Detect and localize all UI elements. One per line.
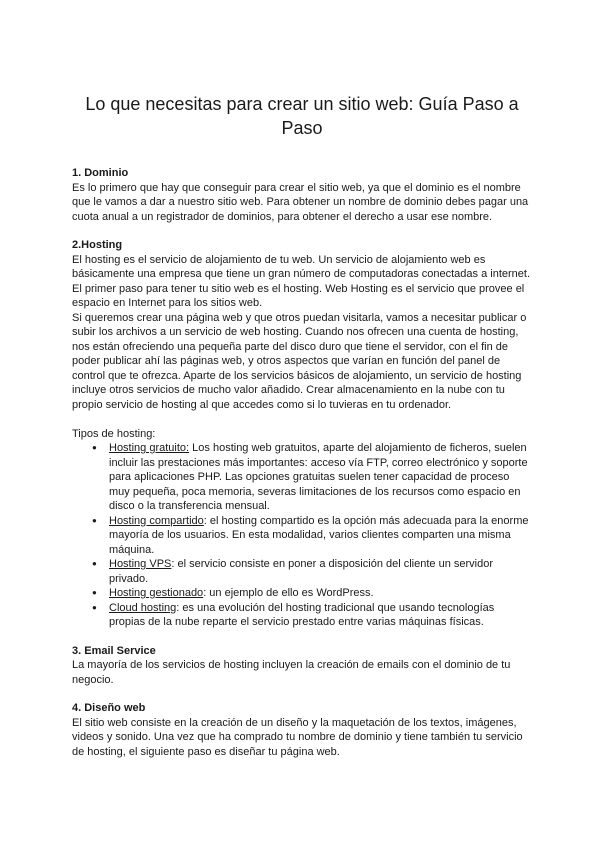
hosting-paragraph-2: Si queremos crear una página web y que otros puedan visitarla, vamos a necesitar publicar o subir los archivos a un servicio de web hosting. Cuando nos ofrecen una cuenta de hosting, nos están ofreciendo una pequeña parte del disco duro que tiene el servidor, con el fin de poder publicar ahí las páginas web, y otros aspectos que varían en función del panel de control que te ofrezca. Aparte de los servicios básicos de alojamiento, un servicio de hosting incluye otros servicios de mucho valor añadido. Crear almacenamiento en la nube con tu propio servicio de hosting al que accedes como si lo tuvieras en tu ordenador. [72, 311, 527, 411]
hosting-type-desc: : un ejemplo de ello es WordPress. [203, 587, 374, 599]
hosting-type-desc: : el hosting compartido es la opción más adecuada para la enorme mayoría de los usuarios. En esta modalidad, varios clientes comparten una misma máquina. [109, 514, 529, 556]
section-heading-domain: 1. Dominio [72, 167, 129, 179]
section-body-design: El sitio web consiste en la creación de un diseño y la maquetación de los textos, imágenes, videos y sonido. Una vez que ha comprado tu nombre de dominio y tiene también tu servicio de hosting, el siguiente paso es diseñar tu página web. [72, 716, 523, 758]
list-item [109, 601, 532, 630]
hosting-types-list [72, 441, 532, 630]
section-body-domain: Es lo primero que hay que conseguir para crear el sitio web, ya que el dominio es el nombre que le vamos a dar a nuestro sitio web. Para obtener un nombre de dominio debes pagar una cuota anual a un registrador de dominios, para obtener el derecho a usar ese nombre. [72, 181, 529, 223]
hosting-type-term: Cloud hosting [109, 601, 177, 614]
section-design [72, 701, 532, 759]
hosting-type-term: Hosting VPS [109, 558, 172, 570]
document-title: Lo que necesitas para crear un sitio web: Guía Paso a Paso [85, 94, 519, 138]
hosting-paragraph-1: El hosting es el servicio de alojamiento de tu web. Un servicio de alojamiento web es básicamente una empresa que tiene un gran número de computadoras conectadas a internet. El primer paso para tener tu sitio web es el hosting. Web Hosting es el servicio que provee el espacio en Internet para los sitios web. [72, 253, 531, 309]
section-email [72, 644, 532, 688]
hosting-type-term: Hosting compartido [109, 514, 204, 527]
hosting-type-term: Hosting gratuito: [109, 442, 190, 454]
section-hosting [72, 238, 532, 630]
section-domain [72, 166, 532, 224]
list-item [109, 514, 532, 558]
section-heading-email: 3. Email Service [72, 644, 156, 657]
list-item [109, 441, 532, 514]
hosting-type-desc: : el servicio consiste en poner a disposición del cliente un servidor privado. [109, 558, 493, 585]
list-item [109, 586, 532, 601]
section-body-email: La mayoría de los servicios de hosting incluyen la creación de emails con el dominio de tu negocio. [72, 659, 511, 686]
section-heading-hosting: 2.Hosting [72, 239, 123, 251]
hosting-type-term: Hosting gestionado [109, 587, 204, 599]
document-page [72, 92, 532, 773]
hosting-type-desc: : es una evolución del hosting tradicional que usando tecnologías propias de la nube reparte el servicio prestado entre varias máquinas físicas. [109, 601, 495, 628]
hosting-type-desc: Los hosting web gratuitos, aparte del alojamiento de ficheros, suelen incluir las prestaciones más importantes: acceso vía FTP, correo electrónico y soporte para aplicaciones PHP. Las opciones gratuitas suelen tener capacidad de proceso muy pequeña, poca memoria, severas limitaciones de los recursos como espacio en disco o la transferencia mensual. [109, 442, 528, 512]
list-item [109, 557, 532, 586]
section-heading-design: 4. Diseño web [72, 702, 146, 714]
hosting-types-label: Tipos de hosting: [72, 427, 156, 440]
